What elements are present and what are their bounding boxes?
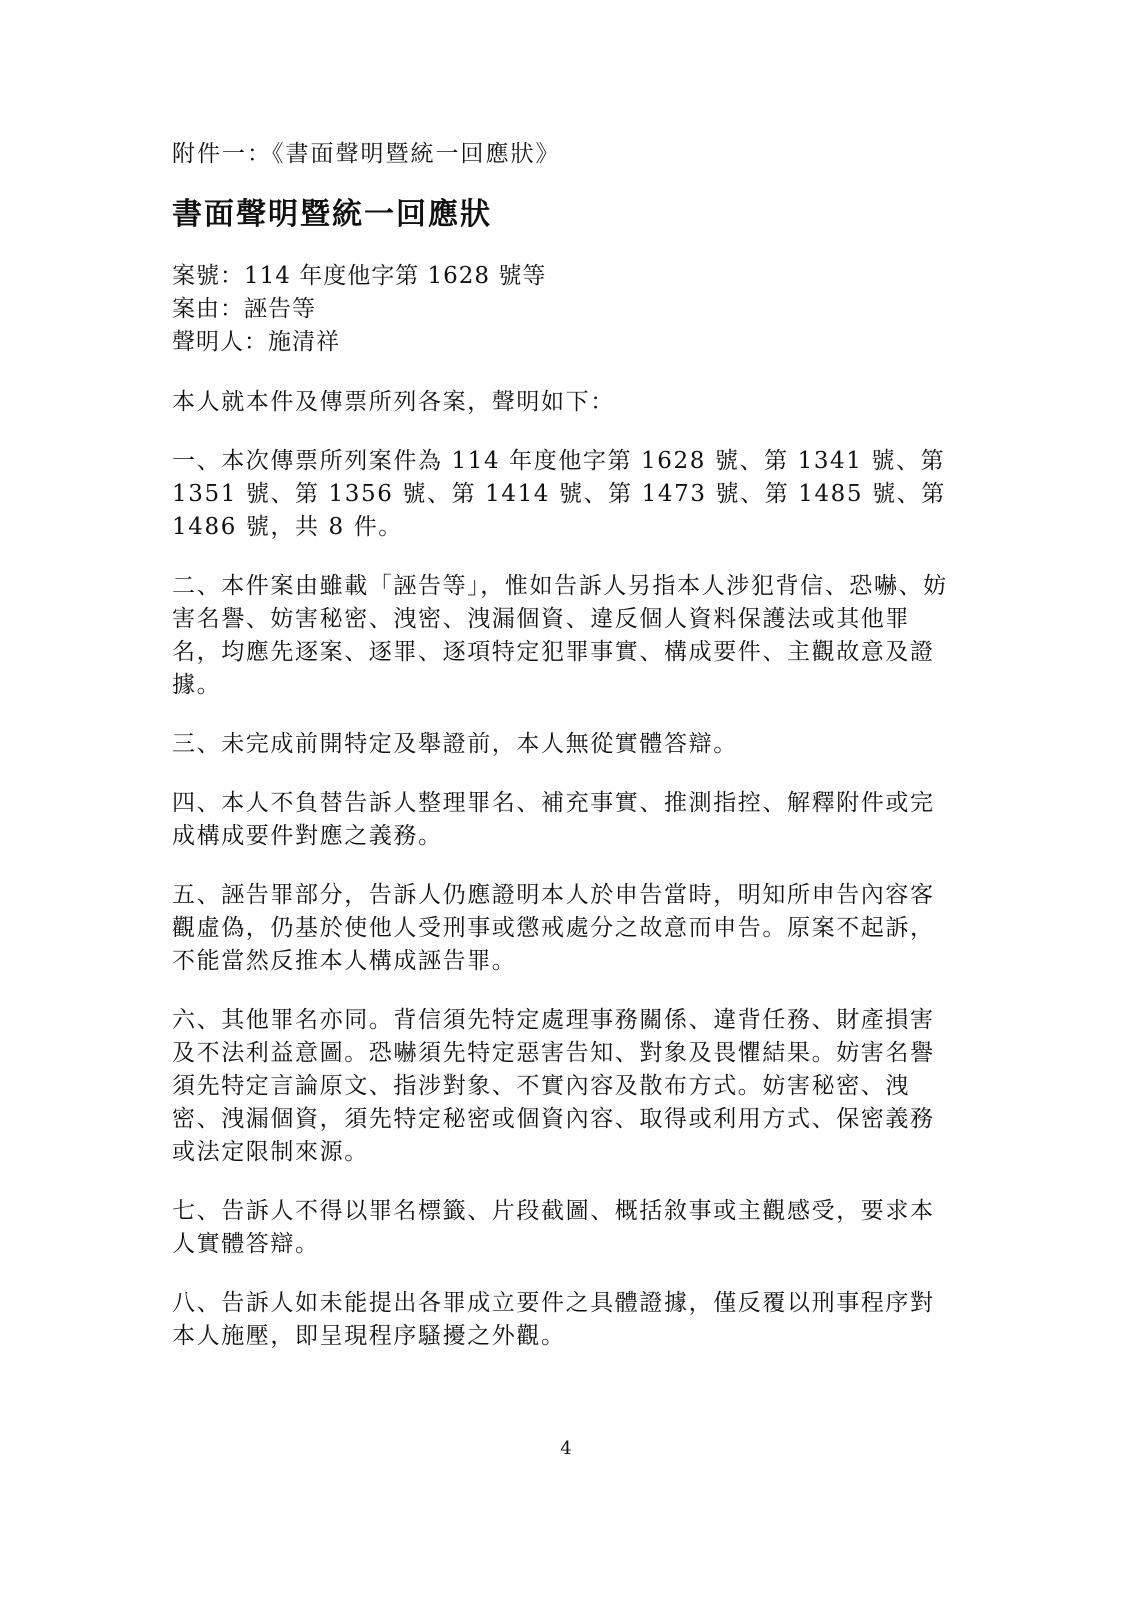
case-info [172, 260, 952, 359]
document-body [172, 138, 952, 1353]
statement-item-4: 四、本人不負替告訴人整理罪名、補充事實、推測指控、解釋附件或完成構成要件對應之義務。 [172, 790, 935, 849]
statement-item-3: 三、未完成前開特定及舉證前，本人無從實體答辯。 [172, 731, 738, 757]
intro-paragraph: 本人就本件及傳票所列各案，聲明如下： [172, 389, 615, 415]
declarant: 聲明人：施清祥 [172, 329, 340, 355]
attachment-label: 附件一：《書面聲明暨統一回應狀》 [172, 141, 561, 167]
case-cause: 案由：誣告等 [172, 296, 316, 322]
page-number: 4 [560, 1438, 572, 1459]
document-title: 書面聲明暨統一回應狀 [172, 197, 492, 232]
statement-item-6: 六、其他罪名亦同。背信須先特定處理事務關係、違背任務、財產損害及不法利益意圖。恐嚇須先特定惡害告知、對象及畏懼結果。妨害名譽須先特定言論原文、指涉對象、不實內容及散布方式。妨害秘密、洩密、洩漏個資，須先特定秘密或個資內容、取得或利用方式、保密義務或法定限制來源。 [172, 1007, 935, 1165]
statement-item-2: 二、本件案由雖載「誣告等」，惟如告訴人另指本人涉犯背信、恐嚇、妨害名譽、妨害秘密、洩密、洩漏個資、違反個人資料保護法或其他罪名，均應先逐案、逐罪、逐項特定犯罪事實、構成要件、主觀故意及證據。 [172, 573, 948, 698]
statement-item-8: 八、告訴人如未能提出各罪成立要件之具體證據，僅反覆以刑事程序對本人施壓，即呈現程序騷擾之外觀。 [172, 1290, 935, 1349]
case-number: 案號：114 年度他字第 1628 號等 [172, 263, 547, 289]
statement-item-5: 五、誣告罪部分，告訴人仍應證明本人於申告當時，明知所申告內容客觀虛偽，仍基於使他人受刑事或懲戒處分之故意而申告。原案不起訴，不能當然反推本人構成誣告罪。 [172, 882, 935, 974]
statement-item-1: 一、本次傳票所列案件為 114 年度他字第 1628 號、第 1341 號、第 1351 號、第 1356 號、第 1414 號、第 1473 號、第 1485 號、第 1486 號，共 8 件。 [172, 448, 946, 540]
statement-item-7: 七、告訴人不得以罪名標籤、片段截圖、概括敘事或主觀感受，要求本人實體答辯。 [172, 1198, 935, 1257]
